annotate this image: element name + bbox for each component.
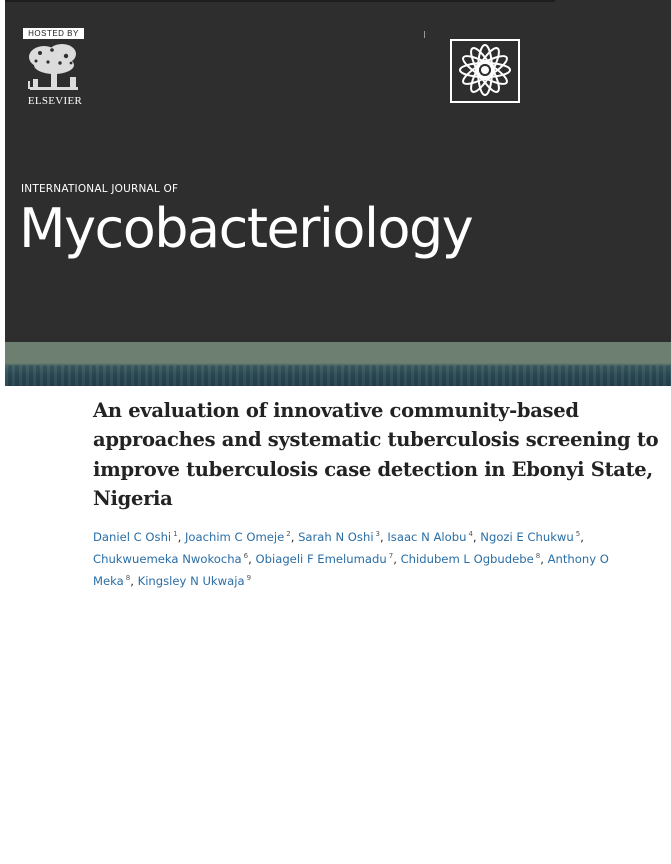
article-title: An evaluation of innovative community-based approaches and systematic tuberculosis screening to improve tuberculosis case detection in Ebonyi State, Nigeria [93,399,659,510]
journal-name: Mycobacteriology [19,197,473,260]
affiliation-marker: 8 [535,552,541,560]
author-list: Daniel C Oshi $^1$, Joachim C Omeje $^2$, Sarah N Oshi $^3$, Isaac N Alobu $^4$, Ngozi E Chukwu $^5$, Chukwuemeka Nwokocha $^6$, Obiageli F Emelumadu $^7$, Chidubem L Ogbudebe $^8$, Anthony O Meka $^8$, Kingsley N Ukwaja $^9$ [93,530,609,588]
elsevier-tree-logo-icon [22,41,86,95]
decorative-mark [424,31,425,38]
society-rosette-logo-icon [450,26,520,108]
cover-band-texture [5,365,671,386]
affiliation-marker: 2 [286,530,291,538]
affiliation-marker: 4 [468,530,473,538]
author-link[interactable]: Chukwuemeka Nwokocha [93,552,242,566]
author-link[interactable]: Obiageli F Emelumadu [255,552,387,566]
affiliation-marker: 8 [125,574,131,582]
affiliation-marker: 7 [388,552,394,560]
affiliation-marker: 5 [575,530,581,538]
affiliation-marker: 9 [246,574,252,582]
author-link[interactable]: Isaac N Alobu [387,530,467,544]
hosted-by-label: HOSTED BY [23,28,84,39]
author-link[interactable]: Chidubem L Ogbudebe [400,552,534,566]
journal-cover [5,0,671,386]
cover-top-line [5,0,555,2]
affiliation-marker: 6 [243,552,249,560]
author-link[interactable]: Kingsley N Ukwaja [137,574,245,588]
author-link[interactable]: Joachim C Omeje [185,530,285,544]
author-link[interactable]: Sarah N Oshi [298,530,374,544]
publisher-name: ELSEVIER [27,95,83,107]
journal-prefix: INTERNATIONAL JOURNAL OF [21,183,179,195]
author-link[interactable]: Anthony O Meka [93,552,609,588]
author-link[interactable]: Ngozi E Chukwu [480,530,574,544]
affiliation-marker: 1 [173,530,178,538]
affiliation-marker: 3 [375,530,381,538]
author-link[interactable]: Daniel C Oshi [93,530,172,544]
